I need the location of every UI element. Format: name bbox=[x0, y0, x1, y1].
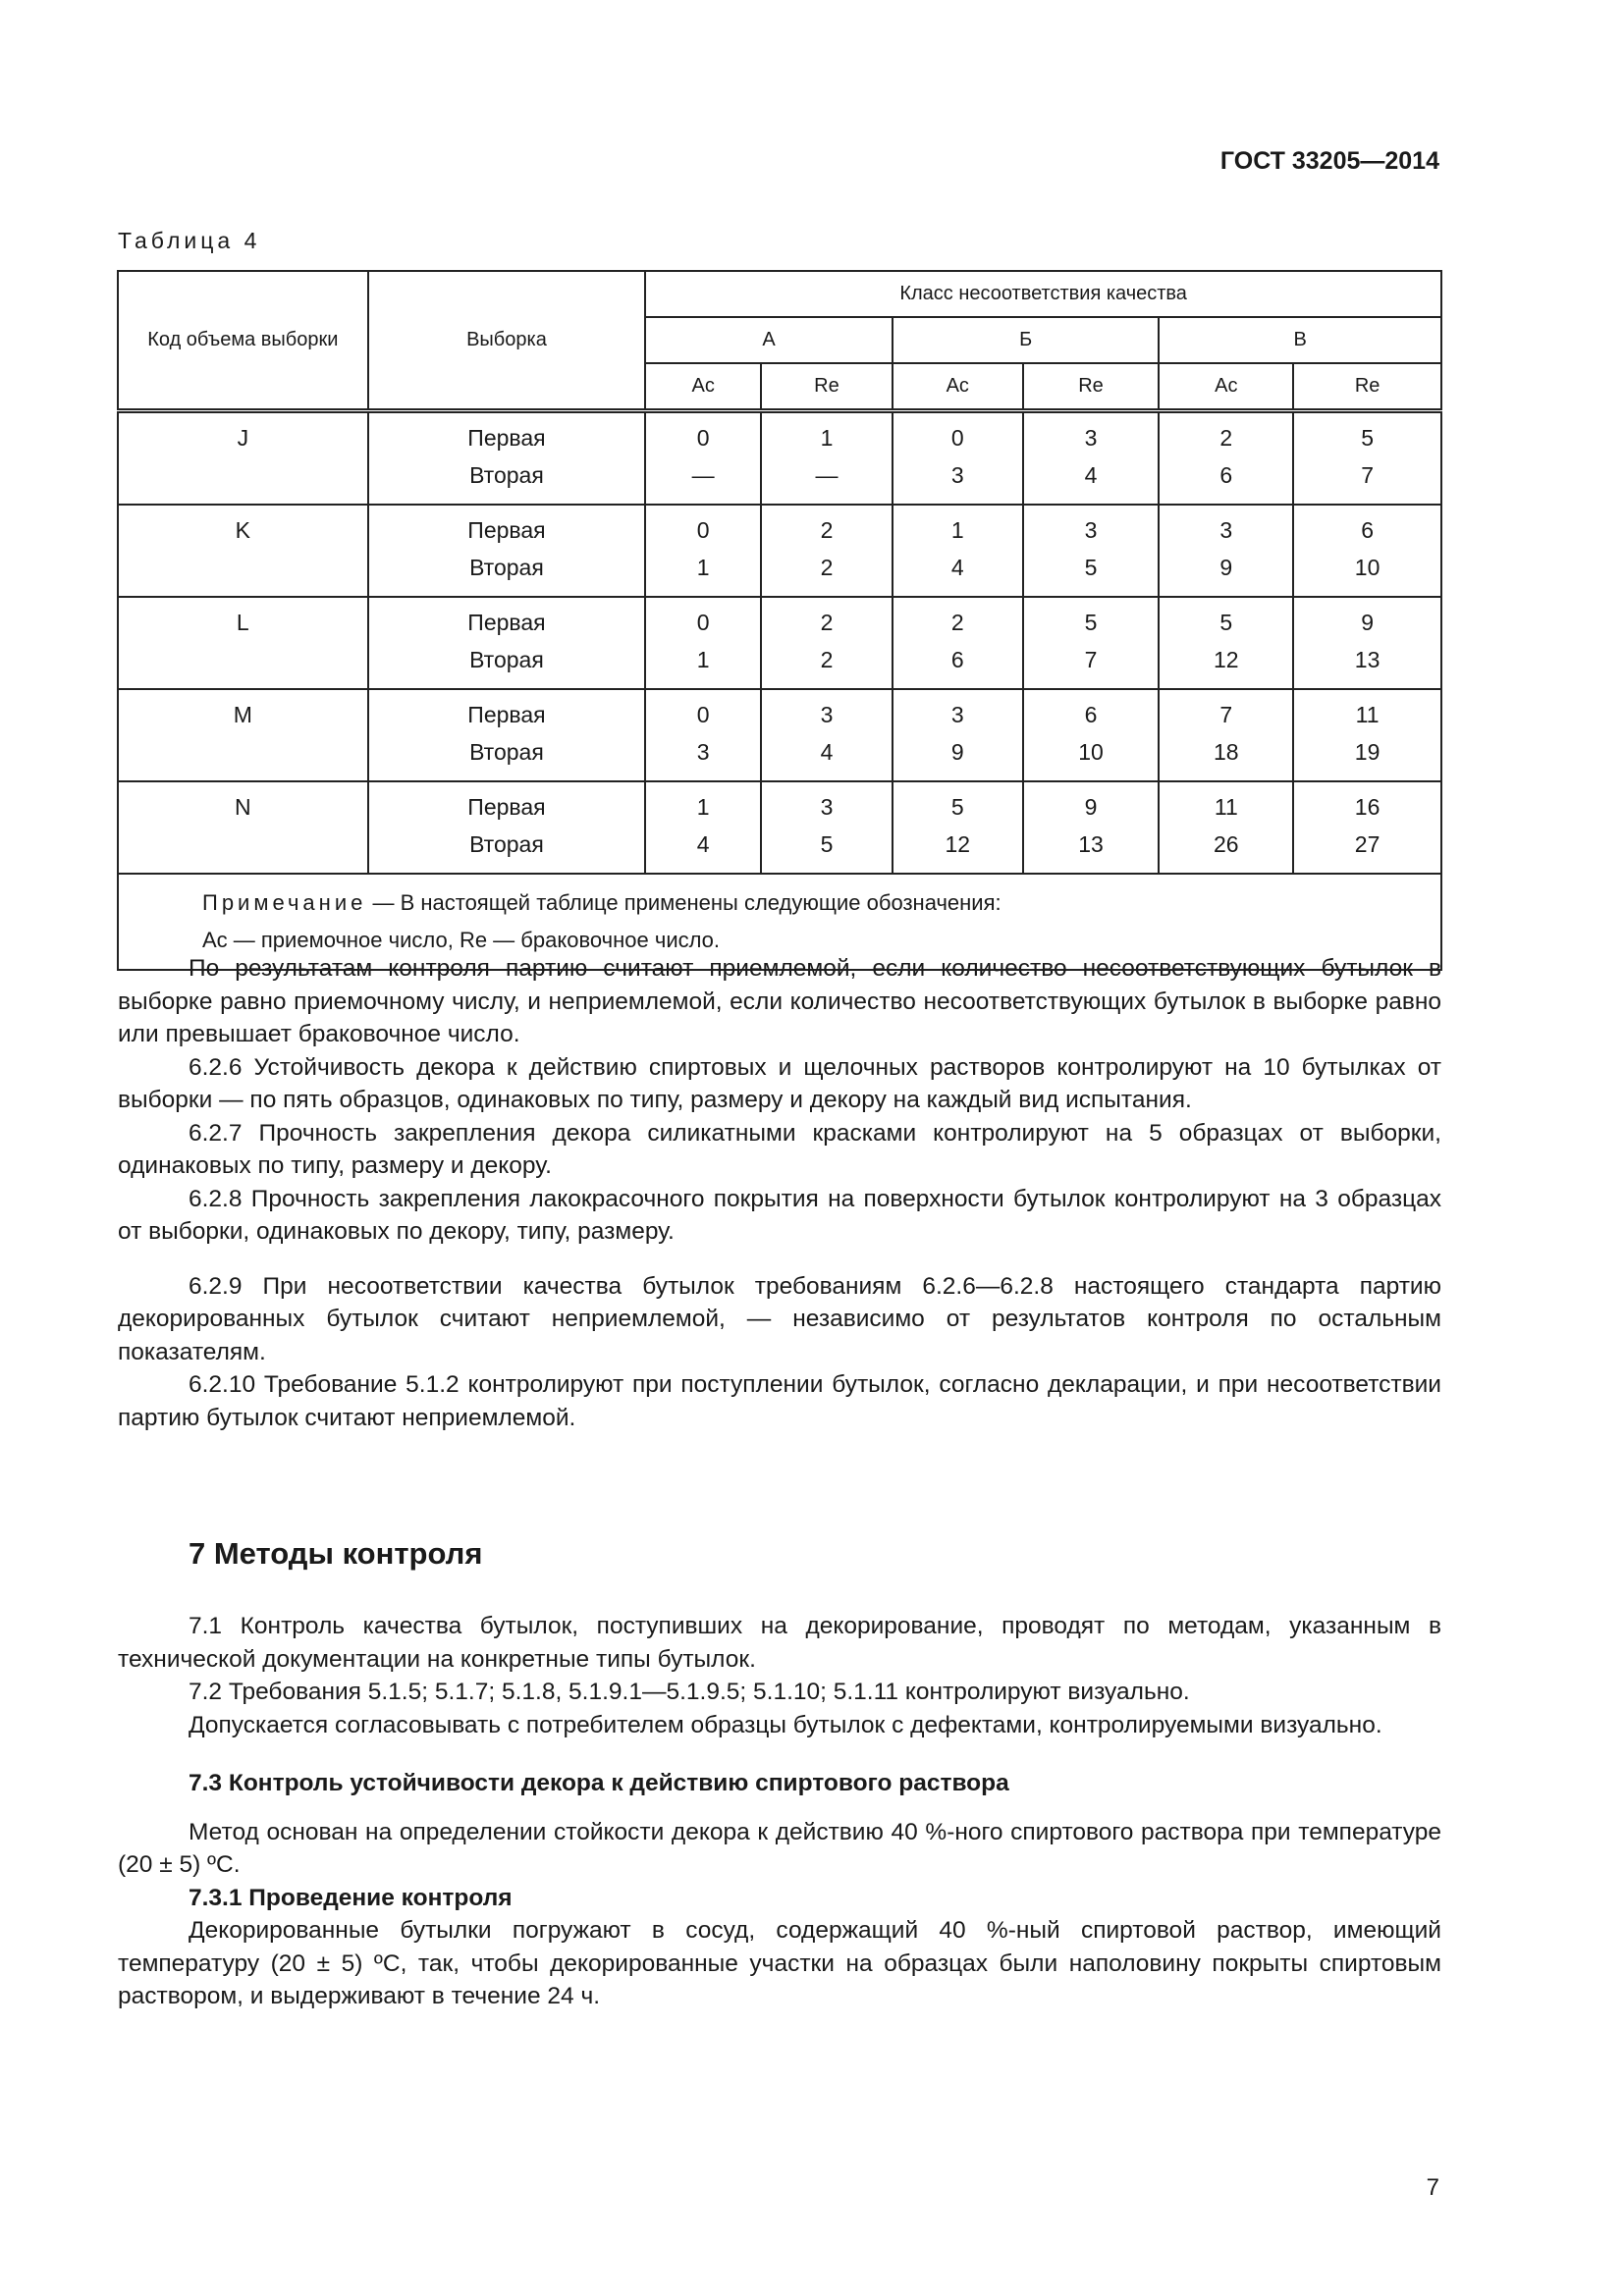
value: 0 bbox=[696, 702, 710, 727]
value: 0 bbox=[696, 610, 710, 635]
cell-b-re bbox=[1023, 597, 1160, 689]
cell-c-ac bbox=[1159, 411, 1293, 506]
value: 7 bbox=[1361, 462, 1374, 488]
section-7-heading: 7 Методы контроля bbox=[189, 1536, 483, 1571]
value: 4 bbox=[1084, 462, 1098, 488]
cell-a-ac bbox=[645, 505, 761, 597]
value: 3 bbox=[950, 462, 964, 488]
value: — bbox=[691, 462, 715, 488]
cell-a-re bbox=[761, 597, 893, 689]
cell-c-ac bbox=[1159, 781, 1293, 874]
paragraph-7-2: 7.2 Требования 5.1.5; 5.1.7; 5.1.8, 5.1.9.1—5.1.9.5; 5.1.10; 5.1.11 контролируют визуально. bbox=[189, 1679, 1190, 1705]
section-7-3-heading: 7.3 Контроль устойчивости декора к действию спиртового раствора bbox=[189, 1770, 1009, 1796]
paragraph-6-2-6: 6.2.6 Устойчивость декора к действию спиртовых и щелочных растворов контролируют на 10 бутылках от выборки — по пять образцов, одинаковых по типу, размеру и декору на каждый вид испытания. bbox=[118, 1053, 1441, 1113]
value: 5 bbox=[1084, 555, 1098, 580]
cell-b-re bbox=[1023, 505, 1160, 597]
paragraph: По результатам контроля партию считают приемлемой, если количество несоответствующих бутылок в выборке равно приемочному числу, и неприемлемой, если количество несоответствующих бутылок в выборке равно или превышает браковочное число. bbox=[118, 955, 1441, 1047]
paragraph-7-1: 7.1 Контроль качества бутылок, поступивших на декорирование, проводят по методам, указанным в технической документации на конкретные типы бутылок. bbox=[118, 1613, 1441, 1673]
paragraph-6-2-9: 6.2.9 При несоответствии качества бутылок требованиям 6.2.6—6.2.8 настоящего стандарта партию декорированных бутылок считают неприемлемой, — независимо от результатов контроля по остальным показателям. bbox=[118, 1272, 1441, 1365]
header-ac: Ac bbox=[645, 363, 761, 411]
value: 9 bbox=[950, 739, 964, 765]
cell-b-ac bbox=[893, 689, 1023, 781]
value: 27 bbox=[1354, 831, 1380, 857]
sample-code: L bbox=[236, 610, 249, 635]
value: 6 bbox=[1219, 462, 1233, 488]
cell-a-re bbox=[761, 689, 893, 781]
cell-c-re bbox=[1293, 781, 1441, 874]
sample-first: Первая bbox=[467, 425, 546, 451]
note-label: Примечание bbox=[202, 890, 367, 915]
cell-a-ac bbox=[645, 411, 761, 506]
sample-first: Первая bbox=[467, 794, 546, 820]
sample-second: Вторая bbox=[469, 739, 544, 765]
header-class-a: А bbox=[645, 317, 893, 363]
table-4 bbox=[117, 270, 1442, 971]
value: 2 bbox=[950, 610, 964, 635]
cell-code bbox=[118, 597, 368, 689]
value: 6 bbox=[950, 647, 964, 672]
cell-b-re bbox=[1023, 411, 1160, 506]
paragraph-6-2-7: 6.2.7 Прочность закрепления декора силикатными красками контролируют на 5 образцах от выборки, одинаковых по типу, размеру и декору. bbox=[118, 1119, 1441, 1179]
cell-a-re bbox=[761, 781, 893, 874]
value: 13 bbox=[1354, 647, 1380, 672]
cell-code bbox=[118, 781, 368, 874]
header-re: Re bbox=[1293, 363, 1441, 411]
value: 9 bbox=[1361, 610, 1374, 635]
value: 4 bbox=[820, 739, 834, 765]
sample-code: M bbox=[233, 702, 252, 727]
value: 13 bbox=[1078, 831, 1104, 857]
cell-code bbox=[118, 411, 368, 506]
page-number: 7 bbox=[1426, 2174, 1439, 2201]
value: 10 bbox=[1354, 555, 1380, 580]
cell-sample bbox=[368, 597, 646, 689]
value: 12 bbox=[1214, 647, 1239, 672]
table-row bbox=[118, 411, 1441, 506]
paragraph-6-2-10: 6.2.10 Требование 5.1.2 контролируют при поступлении бутылок, согласно декларации, и при несоответствии партию бутылок считают неприемлемой. bbox=[118, 1371, 1441, 1431]
cell-b-re bbox=[1023, 689, 1160, 781]
value: 3 bbox=[1084, 425, 1098, 451]
value: 3 bbox=[1219, 517, 1233, 543]
sample-code: K bbox=[235, 517, 250, 543]
sample-code: N bbox=[235, 794, 251, 820]
cell-c-ac bbox=[1159, 505, 1293, 597]
value: 1 bbox=[950, 517, 964, 543]
value: 3 bbox=[696, 739, 710, 765]
value: — bbox=[815, 462, 839, 488]
cell-a-ac bbox=[645, 597, 761, 689]
table-row bbox=[118, 505, 1441, 597]
sample-second: Вторая bbox=[469, 647, 544, 672]
paragraph-7-3: Метод основан на определении стойкости декора к действию 40 %-ного спиртового раствора при температуре (20 ± 5) ºС. bbox=[118, 1818, 1441, 1878]
cell-c-re bbox=[1293, 597, 1441, 689]
cell-b-re bbox=[1023, 781, 1160, 874]
header-re: Re bbox=[1023, 363, 1160, 411]
cell-sample bbox=[368, 505, 646, 597]
cell-c-ac bbox=[1159, 597, 1293, 689]
value: 3 bbox=[820, 702, 834, 727]
value: 1 bbox=[820, 425, 834, 451]
cell-b-ac bbox=[893, 505, 1023, 597]
value: 2 bbox=[820, 647, 834, 672]
value: 0 bbox=[696, 517, 710, 543]
sample-first: Первая bbox=[467, 702, 546, 727]
header-sample: Выборка bbox=[368, 271, 646, 411]
table-row bbox=[118, 597, 1441, 689]
paragraph-7-3-1: Декорированные бутылки погружают в сосуд, содержащий 40 %-ный спиртовой раствор, имеющий температуру (20 ± 5) ºС, так, чтобы декорированные участки на образцах были наполовину покрыты спиртовым раствором, и выдерживают в течение 24 ч. bbox=[118, 1917, 1441, 2009]
sample-first: Первая bbox=[467, 517, 546, 543]
cell-a-ac bbox=[645, 689, 761, 781]
header-code: Код объема выборки bbox=[118, 271, 368, 411]
value: 5 bbox=[950, 794, 964, 820]
value: 16 bbox=[1354, 794, 1380, 820]
section-7-3-1-heading: 7.3.1 Проведение контроля bbox=[189, 1884, 513, 1911]
value: 7 bbox=[1084, 647, 1098, 672]
cell-c-ac bbox=[1159, 689, 1293, 781]
value: 11 bbox=[1214, 794, 1238, 820]
note-line-2: Ac — приемочное число, Re — браковочное число. bbox=[202, 928, 721, 952]
value: 3 bbox=[1084, 517, 1098, 543]
table-caption: Таблица 4 bbox=[118, 228, 261, 253]
document-id: ГОСТ 33205—2014 bbox=[1219, 147, 1439, 175]
value: 12 bbox=[945, 831, 971, 857]
value: 9 bbox=[1219, 555, 1233, 580]
value: 3 bbox=[950, 702, 964, 727]
value: 6 bbox=[1084, 702, 1098, 727]
value: 10 bbox=[1078, 739, 1104, 765]
value: 1 bbox=[696, 555, 710, 580]
header-class-c: В bbox=[1159, 317, 1441, 363]
cell-c-re bbox=[1293, 689, 1441, 781]
table-row bbox=[118, 781, 1441, 874]
section-6-2-text bbox=[118, 952, 1441, 1434]
cell-a-ac bbox=[645, 781, 761, 874]
value: 1 bbox=[696, 794, 710, 820]
value: 4 bbox=[696, 831, 710, 857]
cell-sample bbox=[368, 411, 646, 506]
cell-code bbox=[118, 689, 368, 781]
cell-a-re bbox=[761, 505, 893, 597]
value: 6 bbox=[1361, 517, 1374, 543]
value: 11 bbox=[1355, 702, 1380, 727]
value: 5 bbox=[1084, 610, 1098, 635]
cell-code bbox=[118, 505, 368, 597]
cell-a-re bbox=[761, 411, 893, 506]
cell-b-ac bbox=[893, 411, 1023, 506]
paragraph-7-2-note: Допускается согласовывать с потребителем образцы бутылок с дефектами, контролируемыми визуально. bbox=[189, 1711, 1382, 1738]
value: 2 bbox=[820, 517, 834, 543]
sample-code: J bbox=[237, 425, 249, 451]
value: 18 bbox=[1214, 739, 1239, 765]
value: 2 bbox=[820, 610, 834, 635]
section-7-text bbox=[118, 1610, 1441, 2013]
header-re: Re bbox=[761, 363, 893, 411]
header-ac: Ac bbox=[893, 363, 1023, 411]
value: 2 bbox=[820, 555, 834, 580]
value: 5 bbox=[1219, 610, 1233, 635]
value: 3 bbox=[820, 794, 834, 820]
value: 0 bbox=[696, 425, 710, 451]
cell-c-re bbox=[1293, 505, 1441, 597]
value: 9 bbox=[1084, 794, 1098, 820]
value: 2 bbox=[1219, 425, 1233, 451]
value: 19 bbox=[1354, 739, 1380, 765]
value: 1 bbox=[696, 647, 710, 672]
header-ac: Ac bbox=[1159, 363, 1293, 411]
value: 4 bbox=[950, 555, 964, 580]
sample-first: Первая bbox=[467, 610, 546, 635]
value: 5 bbox=[1361, 425, 1374, 451]
cell-sample bbox=[368, 781, 646, 874]
sample-second: Вторая bbox=[469, 831, 544, 857]
cell-sample bbox=[368, 689, 646, 781]
cell-b-ac bbox=[893, 597, 1023, 689]
value: 0 bbox=[950, 425, 964, 451]
value: 7 bbox=[1219, 702, 1233, 727]
value: 26 bbox=[1214, 831, 1239, 857]
cell-b-ac bbox=[893, 781, 1023, 874]
note-line-1: — В настоящей таблице применены следующие обозначения: bbox=[366, 890, 1001, 915]
header-quality-class: Класс несоответствия качества bbox=[645, 271, 1441, 317]
paragraph-6-2-8: 6.2.8 Прочность закрепления лакокрасочного покрытия на поверхности бутылок контролируют на 3 образцах от выборки, одинаковых по декору, типу, размеру. bbox=[118, 1185, 1441, 1245]
header-class-b: Б bbox=[893, 317, 1160, 363]
sample-second: Вторая bbox=[469, 555, 544, 580]
table-row bbox=[118, 689, 1441, 781]
cell-c-re bbox=[1293, 411, 1441, 506]
value: 5 bbox=[820, 831, 834, 857]
sample-second: Вторая bbox=[469, 462, 544, 488]
